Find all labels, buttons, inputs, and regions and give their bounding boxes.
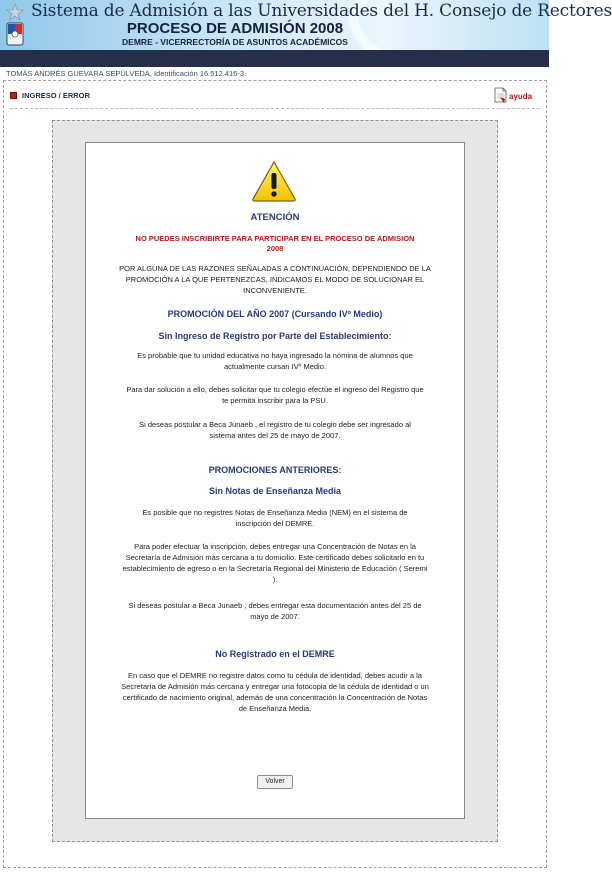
help-link[interactable] — [494, 87, 540, 105]
process-title: PROCESO DE ADMISIÓN 2008 — [126, 20, 344, 37]
no-registry-paragraph-2: Para dar solución a ello, debes solicitar que tu colegio efectúe el ingreso del Registro que te permita inscribir para la PSU. — [126, 385, 424, 405]
intro-text: POR ALGUNA DE LAS RAZONES SEÑALADAS A CONTINUACIÓN, DEPENDIENDO DE LA PROMOCIÓN A LA QUE PERTENEZCAS, INDICAMOS EL MODO DE SOLUCIONAR EL INCONVENIENTE. — [119, 264, 431, 295]
header-banner — [0, 0, 612, 50]
breadcrumb: INGRESO / ERROR — [22, 91, 90, 100]
not-registered-heading: No Registrado en el DEMRE — [215, 649, 335, 659]
no-registry-paragraph-1: Es probable que tu unidad educativa no haya ingresado la nómina de alumnos que actualmente cursan IVº Medio. — [137, 351, 413, 371]
user-identification: TOMÁS ANDRÉS GUEVARA SEPÚLVEDA, Identificación 16.512.416-3. — [6, 69, 247, 78]
no-grades-heading: Sin Notas de Enseñanza Media — [208, 486, 342, 496]
back-button[interactable]: Volver — [257, 775, 293, 789]
no-registry-heading: Sin Ingreso de Registro por Parte del Establecimiento: — [158, 331, 392, 341]
help-document-icon — [494, 87, 507, 103]
header-dark-bar — [0, 50, 549, 67]
header-separator — [10, 108, 540, 109]
no-registry-paragraph-3: Si deseas postular a Beca Junaeb , el registro de tu colegio debe ser ingresado al sistema antes del 25 de mayo de 2007. — [139, 420, 411, 440]
system-title: Sistema de Admisión a las Universidades del H. Consejo de Rectores — [31, 1, 612, 21]
not-registered-paragraph: En caso que el DEMRE no registre datos como tu cédula de identidad, debes acudir a la Secretaría de Admisión más cercana y entregar una fotocopia de la cédula de identidad o un certificado de nacimiento original, además de una concentración la Concentración de Notas de Enseñanza Media. — [121, 671, 429, 713]
department-title: DEMRE - VICERRECTORÍA DE ASUNTOS ACADÉMICOS — [122, 37, 348, 47]
help-label: ayuda — [509, 92, 533, 101]
previous-promotions-heading: PROMOCIONES ANTERIORES: — [208, 465, 342, 475]
no-grades-paragraph-1: Es posible que no registres Notas de Enseñanza Media (NEM) en el sistema de inscripción del DEMRE. — [142, 508, 408, 528]
error-message: NO PUEDES INSCRIBIRTE PARA PARTICIPAR EN EL PROCESO DE ADMISION 2008 — [135, 234, 415, 253]
breadcrumb-bullet-icon — [10, 92, 17, 99]
warning-icon — [251, 160, 297, 202]
no-grades-paragraph-2: Para poder efectuar la inscripción, debes entregar una Concentración de Notas en la Secretaría de Admisión más cercana a tu domicilio. Este certificado debes solicitarlo en tu establecimiento de egreso o en la Secretaría Regional del Ministerio de Educación ( Seremi ). — [122, 542, 428, 584]
promo-2007-heading: PROMOCIÓN DEL AÑO 2007 (Cursando IVº Medio) — [167, 309, 383, 319]
no-grades-paragraph-3: Si deseas postular a Beca Junaeb , debes entregar esta documentación antes del 25 de mayo de 2007. — [128, 601, 422, 621]
message-card — [85, 142, 465, 819]
attention-heading: ATENCIÓN — [250, 212, 300, 223]
